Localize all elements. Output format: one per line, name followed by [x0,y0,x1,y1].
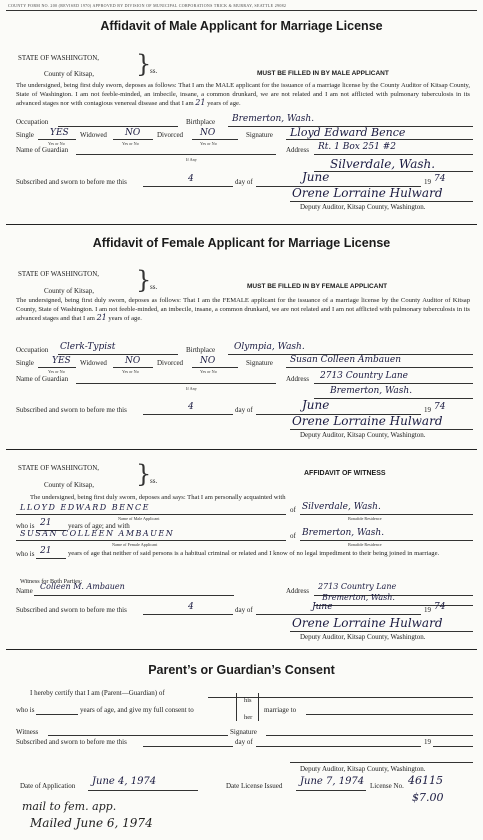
license-fee: $7.00 [412,791,444,804]
county-label: County of Kitsap, [44,70,94,78]
female-deputy-signature: Orene Lorraine Hulward [292,414,443,428]
female-year: 74 [434,402,446,412]
male-age: 21 [195,98,206,108]
date-license-issued: June 7, 1974 [300,776,365,787]
witness-year: 74 [434,602,446,612]
handwritten-note-2: Mailed June 6, 1974 [30,816,153,830]
male-month: June [302,170,330,184]
witness-title: AFFIDAVIT OF WITNESS [304,470,386,477]
male-subscribed: Subscribed and sworn to before me this [16,178,127,186]
female-divorced: NO [200,356,216,366]
witness-male-age: 21 [40,518,52,528]
witness-female-age: 21 [40,546,52,556]
state-label: STATE OF WASHINGTON, [18,54,100,62]
female-widowed: NO [125,356,141,366]
female-birthplace: Olympia, Wash. [234,342,305,352]
male-single-label: Single [16,131,34,139]
form-header-text: COUNTY FORM NO. 200 (REVISED 1970) APPROVED BY DIVISION OF MUNICIPAL CORPORATIONS TRICK & MURRAY, SEATTLE 29082 [8,3,287,8]
female-deputy-label: Deputy Auditor, Kitsap County, Washington. [300,431,426,439]
female-must-fill: MUST BE FILLED IN BY FEMALE APPLICANT [247,283,388,290]
witness-paragraph: The undersigned, being first duly sworn, deposes and says: That I am personally acquainted with [30,494,286,501]
license-number: 46115 [408,774,443,787]
male-single: YES [50,128,69,138]
witness-deputy-signature: Orene Lorraine Hulward [292,616,443,630]
male-day: 4 [188,174,194,184]
witness-address-2: Bremerton, Wash. [322,593,395,602]
male-widowed-label: Widowed [80,131,107,139]
female-day: 4 [188,402,194,412]
witness-name: Colleen M. Ambauen [40,582,125,591]
handwritten-note-1: mail to fem. app. [22,800,117,813]
female-oath-paragraph: The undersigned, being first duly sworn, deposes as follows: That I am the FEMALE applicant for the issuance of a marriage license by the County Auditor of Kitsap County, State of Washington. I am not feeble-minded, an imbecile, insane, a common drunkard, we are not related and I am not afflicted with pulmonary tuberculosis in its advanced stages and that I am 21 years of age. [16,297,470,323]
witness-month: June [312,602,333,612]
male-guardian-label: Name of Guardian [16,146,69,154]
female-month: June [302,398,330,412]
male-signature: Lloyd Edward Bence [290,126,406,139]
female-occupation: Clerk-Typist [60,342,116,352]
male-must-fill: MUST BE FILLED IN BY MALE APPLICANT [257,70,389,77]
male-affidavit-title: Affidavit of Male Applicant for Marriage License [100,19,383,33]
witness-male-name: LLOYD EDWARD BENCE [20,503,150,512]
witness-female-name: SUSAN COLLEEN AMBAUEN [20,529,175,538]
male-birthplace-label: Birthplace [186,118,216,126]
witness-deputy-label: Deputy Auditor, Kitsap County, Washington. [300,633,426,641]
witness-paragraph-2: years of age that neither of said persons is a habitual criminal or related and I know of no legal impediment to their being joined in marriage. [68,550,440,557]
male-address-1: Rt. 1 Box 251 #2 [318,142,396,152]
female-signature: Susan Colleen Ambauen [290,355,402,365]
female-age: 21 [96,313,107,323]
witness-address-1: 2713 Country Lane [318,582,397,591]
male-widowed: NO [125,128,141,138]
male-address-label: Address [286,146,309,154]
male-birthplace: Bremerton, Wash. [232,114,315,124]
date-of-application: June 4, 1974 [92,776,157,787]
male-year: 74 [434,174,446,184]
male-signature-label: Signature [246,131,273,139]
male-address-2: Silverdale, Wash. [330,157,436,171]
female-address-2: Bremerton, Wash. [330,386,413,396]
male-oath-paragraph: The undersigned, being first duly sworn, deposes as follows: That I am the MALE applicant for the issuance of a marriage license by the County Auditor of Kitsap County, State of Washington. I am not feeble-minded, an imbecile, insane, a common drunkard, we are not related and I am not afflicted with pulmonary tuberculosis in its advanced stages nor with contagious venereal disease and that I am 21 years of age. [16,82,470,108]
witness-male-residence: Silverdale, Wash. [302,502,381,512]
male-divorced: NO [200,128,216,138]
female-address-1: 2713 Country Lane [320,371,408,381]
consent-deputy-label: Deputy Auditor, Kitsap County, Washington. [300,765,426,773]
male-deputy-signature: Orene Lorraine Hulward [292,186,443,200]
male-occupation-label: Occupation [16,118,49,126]
witness-female-residence: Bremerton, Wash. [302,528,385,538]
ss-label: ss. [150,67,158,75]
female-single: YES [52,356,71,366]
female-affidavit-title: Affidavit of Female Applicant for Marriage License [92,236,391,250]
male-deputy-label: Deputy Auditor, Kitsap County, Washington. [300,203,426,211]
consent-title: Parent’s or Guardian’s Consent [148,663,335,677]
witness-day: 4 [188,602,194,612]
male-divorced-label: Divorced [157,131,184,139]
